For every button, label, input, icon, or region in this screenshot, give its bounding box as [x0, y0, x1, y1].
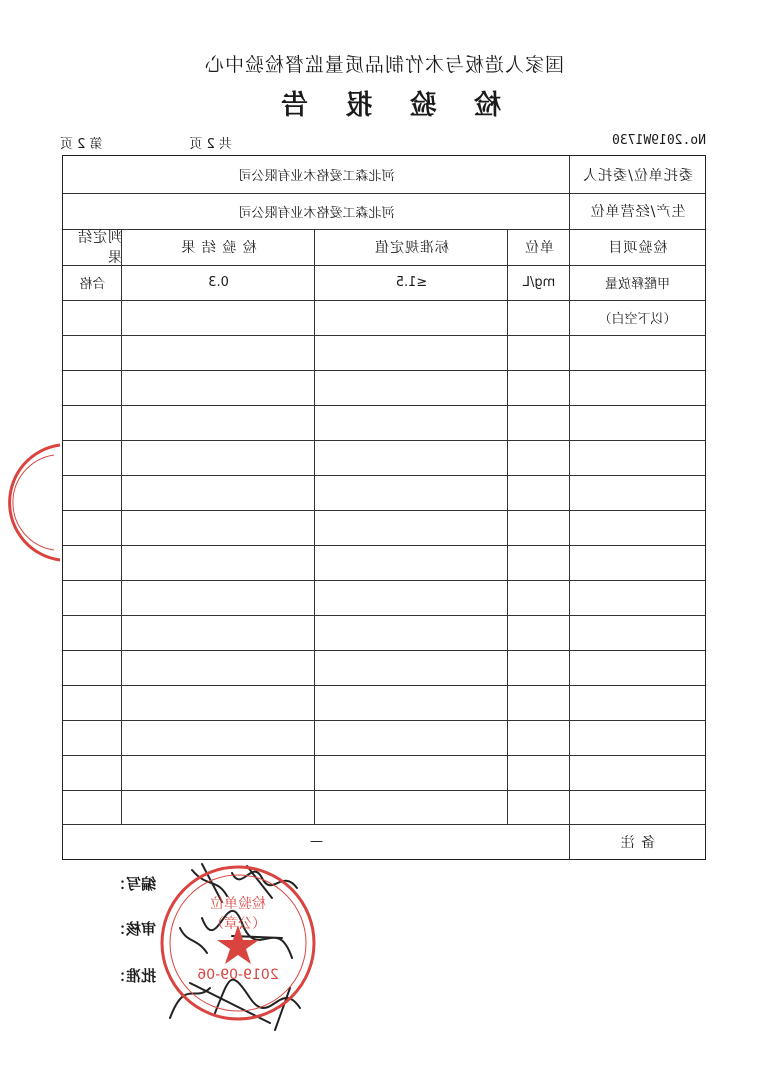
producer-label: 生产/经营单位 — [589, 204, 686, 220]
approved-by-label: 批准： — [110, 967, 156, 985]
row-standard: ≤1.5 — [395, 275, 428, 290]
reviewed-by-label: 审核： — [110, 920, 156, 938]
row-item: 甲醛释放量 — [605, 277, 671, 292]
header-result: 检 验 结 果 — [180, 240, 257, 256]
seam-stamp — [8, 440, 68, 565]
client-value: 河北森工爱格木业有限公司 — [238, 169, 395, 184]
header-standard: 标准规定值 — [374, 240, 449, 256]
remarks-label: 备 注 — [619, 834, 656, 851]
report-number: No.2019W1730 — [612, 133, 706, 148]
page-counter — [60, 133, 232, 152]
client-label: 委托单位/委托人 — [582, 167, 693, 184]
header-item: 检验项目 — [607, 240, 668, 256]
row-unit: mg/L — [522, 275, 556, 290]
total-pages: 共 2 页 — [189, 137, 232, 152]
compiled-by-label: 编写： — [110, 875, 156, 893]
report-table — [62, 155, 706, 860]
row-judgement: 合格 — [79, 277, 106, 292]
header-unit: 单位 — [524, 240, 554, 256]
producer-value: 河北森工爱格木业有限公司 — [238, 205, 395, 221]
stamp-date: 2019-09-06 — [197, 967, 279, 983]
remarks-value: — — [310, 834, 323, 849]
organization-name: 国家人造板与木竹制品质量监督检验中心 — [204, 54, 565, 76]
official-stamp — [158, 863, 318, 1023]
current-page: 第 2 页 — [60, 137, 103, 152]
blank-marker: （以下空白） — [598, 312, 677, 327]
row-result: 0.3 — [208, 275, 229, 290]
stamp-line2: （公章） — [210, 916, 266, 932]
header-judgement: 判定结果 — [77, 230, 122, 266]
report-title: 检 验 报 告 — [266, 90, 502, 121]
stamp-line1: 检验单位 — [210, 896, 266, 912]
